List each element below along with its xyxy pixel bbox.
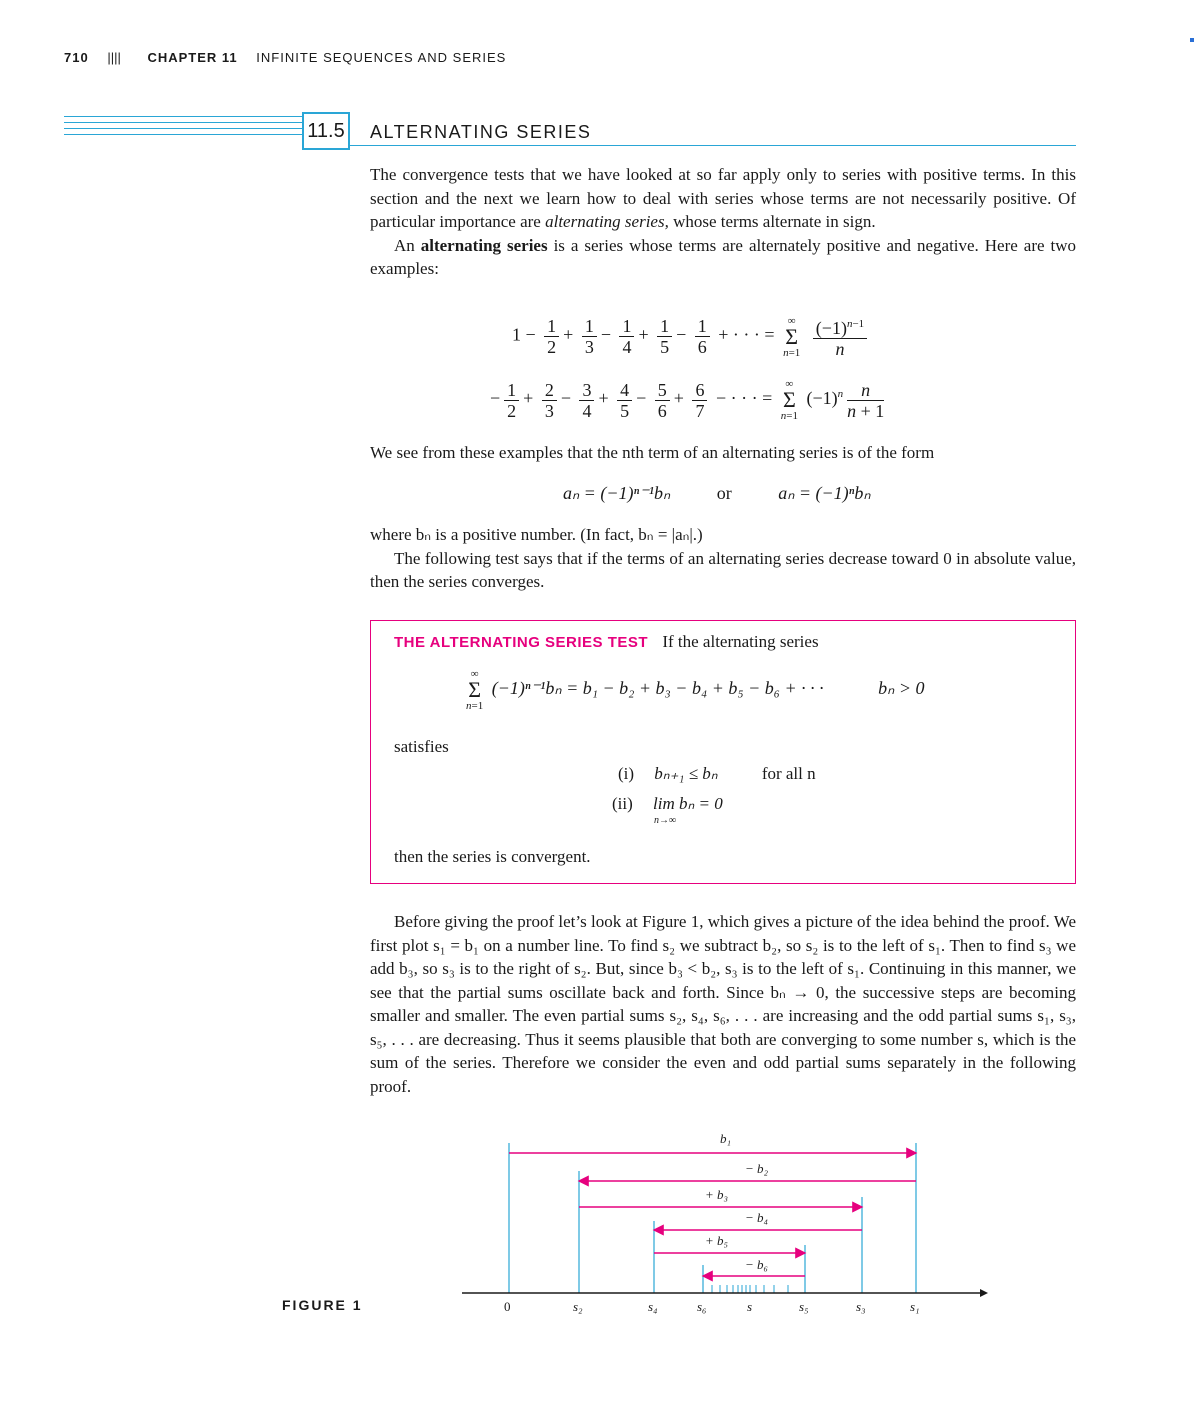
paragraph-6: Before giving the proof let’s look at Figure 1, which gives a picture of the idea behind the proof. We first plot s₁ = b₁ on a number line. To find s₂ we subtract b₂, so s₂ is to the left of s₁. Then to find s₃ we add b₃, so s₃ is to the right of s₂. But, since b₃ < b₂, s₃ is to the left of s₁. Continuing in this manner, we see that the partial sums oscillate back and forth. Since bₙ → 0, the successive steps are becoming smaller and smaller. The even partial sums s₂, s₄, s₆, . . . are increasing and the odd partial sums s₁, s₃, s₅, . . . are decreasing. Thus it seems plausible that both are converging to some number s, which is the sum of the series. Therefore we consider the even and odd partial sums separately in the following proof.	[370, 912, 1076, 1096]
figure-1-diagram	[440, 1125, 1000, 1325]
cond-ii-subscript: n→∞	[654, 815, 677, 826]
axis-s4: s₄	[648, 1299, 658, 1314]
guide-lines	[509, 1143, 916, 1293]
test-conclusion: then the series is convergent.	[394, 847, 591, 866]
ex2-tail: − · · · =	[715, 388, 773, 409]
ex1-lead: 1 −	[512, 324, 536, 345]
axis-s3: s₃	[856, 1299, 866, 1314]
page-number: 710	[64, 50, 89, 65]
text-block-2	[370, 523, 1076, 594]
test-intro: If the alternating series	[662, 632, 819, 651]
example-equation-1: 1 − $\frac{1}{2}$ + $\frac{1}{3}$ − $\frac{1}{4}$ + $\frac{1}{5}$ − $\frac{1}{6}$ + · · · = ∞ Σ n=1 $\frac{(-1)^{n-1}}{n}$	[512, 314, 871, 359]
form-two: aₙ = (−1)ⁿbₙ	[778, 483, 871, 503]
number-line-arrowhead	[980, 1289, 988, 1297]
p2-bold: alternating series	[420, 235, 548, 255]
test-series: ∞ Σ n=1 (−1)ⁿ⁻¹bₙ = b₁ − b₂ + b₃ − b₄ + b₅ − b₆ + · · · bₙ > 0	[466, 668, 925, 712]
label-b6: − b₆	[745, 1257, 769, 1272]
chapter-label: CHAPTER 11	[147, 50, 238, 65]
test-series-expression: (−1)ⁿ⁻¹bₙ = b₁ − b₂ + b₃ − b₄ + b₅ − b₆ + · · ·	[491, 678, 824, 699]
figure-label: FIGURE 1	[282, 1297, 363, 1313]
axis-s1: s₁	[910, 1299, 920, 1314]
axis-labels	[504, 1299, 920, 1314]
section-title: ALTERNATING SERIES	[370, 122, 592, 142]
test-heading	[394, 632, 819, 652]
cond-ii-label: (ii)	[612, 794, 633, 813]
section-rule	[350, 145, 1076, 146]
label-b1: b₁	[720, 1131, 732, 1146]
p2-text-end: is a series whose terms are alternately positive and negative. Here are two examples:	[370, 235, 1077, 278]
label-b4: − b₄	[745, 1210, 769, 1225]
convergence-ticks	[712, 1285, 788, 1293]
nth-term-form	[563, 483, 871, 504]
label-b3: + b₃	[705, 1187, 729, 1202]
axis-s5: s₅	[799, 1299, 809, 1314]
paragraph-1	[370, 163, 1076, 234]
cond-i-label: (i)	[618, 764, 635, 783]
form-one: aₙ = (−1)ⁿ⁻¹bₙ	[563, 483, 671, 503]
p1-text-end: whose terms alternate in sign.	[668, 212, 876, 231]
paragraph-2	[370, 234, 1076, 281]
axis-s: s	[747, 1299, 753, 1314]
cond-i-tail: for all n	[761, 764, 816, 783]
label-b2: − b₂	[745, 1161, 769, 1176]
cond-i-expression: bₙ₊₁ ≤ bₙ	[654, 764, 718, 783]
chapter-title: INFINITE SEQUENCES AND SERIES	[256, 50, 507, 65]
label-b5: + b₅	[705, 1233, 729, 1248]
test-satisfies: satisfies	[394, 737, 449, 756]
cond-ii-expression: lim bₙ = 0	[653, 794, 723, 813]
example-equation-2: − $\frac{1}{2}$ + $\frac{2}{3}$ − $\frac{3}{4}$ + $\frac{4}{5}$ − $\frac{5}{6}$ + $\frac{6}{7}$ − · · · = ∞ Σ n=1 $(-1)^n$ $\frac{n}{n + 1}$	[490, 378, 885, 422]
form-or: or	[716, 483, 732, 503]
intro-text	[370, 163, 1076, 281]
section-number: 11.5	[302, 112, 350, 150]
axis-0: 0	[504, 1299, 511, 1314]
header-separator: ||||	[107, 50, 121, 65]
paragraph-4: where bₙ is a positive number. (In fact, bₙ = |aₙ|.)	[370, 525, 703, 544]
condition-ii	[612, 794, 723, 814]
alternating-series-test-box	[370, 620, 1076, 884]
condition-i	[618, 764, 816, 784]
step-labels	[705, 1131, 769, 1272]
paragraph-5: The following test says that if the terms of an alternating series decrease toward 0 in absolute value, then the series converges.	[370, 548, 1076, 591]
ex1-tail: + · · · =	[718, 324, 775, 345]
p1-emphasis: alternating series,	[545, 212, 669, 231]
corner-mark	[1190, 38, 1194, 42]
test-condition: bₙ > 0	[878, 678, 925, 699]
test-title: THE ALTERNATING SERIES TEST	[394, 634, 649, 651]
running-header	[64, 50, 506, 65]
p1-text: The convergence tests that we have looked at so far apply only to series with positive terms. In this section and the next we learn how to deal with series whose terms are not necessarily positive. Of particular importance are	[370, 165, 1076, 231]
axis-s6: s₆	[697, 1299, 707, 1314]
axis-s2: s₂	[573, 1299, 583, 1314]
section-decoration	[64, 116, 302, 140]
form-intro: We see from these examples that the nth term of an alternating series is of the form	[370, 443, 935, 462]
p2-text: An	[394, 235, 421, 255]
step-arrows	[509, 1153, 916, 1276]
